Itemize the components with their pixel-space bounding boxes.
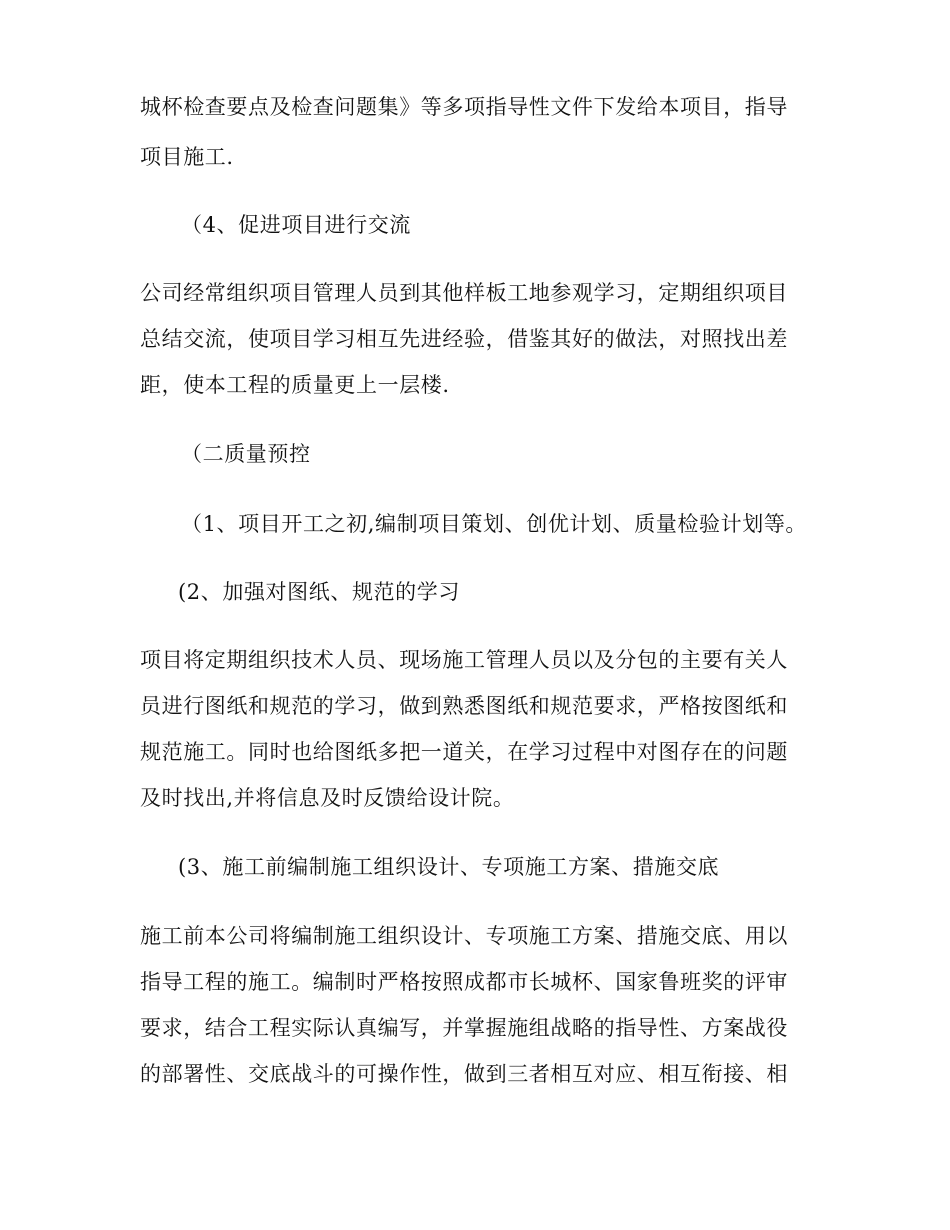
paragraph-2-line-2: 总结交流，使项目学习相互先进经验，借鉴其好的做法，对照找出差: [140, 327, 788, 351]
paragraph-1-line-1: 城杯检查要点及检查问题集》等多项指导性文件下发给本项目，指导: [140, 95, 788, 119]
paragraph-4-line-1: 施工前本公司将编制施工组织设计、专项施工方案、措施交底、用以: [140, 924, 788, 948]
heading-promote-exchange: （4、促进项目进行交流: [181, 213, 411, 237]
paragraph-3-line-3: 规范施工。同时也给图纸多把一道关，在学习过程中对图存在的问题: [140, 740, 788, 764]
heading-drawings-study: (2、加强对图纸、规范的学习: [178, 580, 460, 604]
heading-quality-precontrol: （二质量预控: [181, 442, 311, 466]
paragraph-3-line-4: 及时找出,并将信息及时反馈给设计院。: [140, 786, 515, 810]
paragraph-2-line-3: 距，使本工程的质量更上一层楼.: [140, 373, 450, 397]
paragraph-4-line-3: 要求，结合工程实际认真编写，并掌握施组战略的指导性、方案战役: [140, 1016, 788, 1040]
paragraph-3-line-1: 项目将定期组织技术人员、现场施工管理人员以及分包的主要有关人: [140, 648, 788, 672]
item-1-project-planning: （1、项目开工之初,编制项目策划、创优计划、质量检验计划等。: [181, 512, 808, 536]
paragraph-4-line-4: 的部署性、交底战斗的可操作性，做到三者相互对应、相互衔接、相: [140, 1062, 788, 1086]
paragraph-2-line-1: 公司经常组织项目管理人员到其他样板工地参观学习，定期组织项目: [140, 281, 788, 305]
paragraph-3-line-2: 员进行图纸和规范的学习，做到熟悉图纸和规范要求，严格按图纸和: [140, 694, 788, 718]
heading-construction-organization: (3、施工前编制施工组织设计、专项施工方案、措施交底: [178, 855, 720, 879]
paragraph-4-line-2: 指导工程的施工。编制时严格按照成都市长城杯、国家鲁班奖的评审: [140, 970, 788, 994]
paragraph-1-line-2: 项目施工.: [140, 145, 234, 169]
